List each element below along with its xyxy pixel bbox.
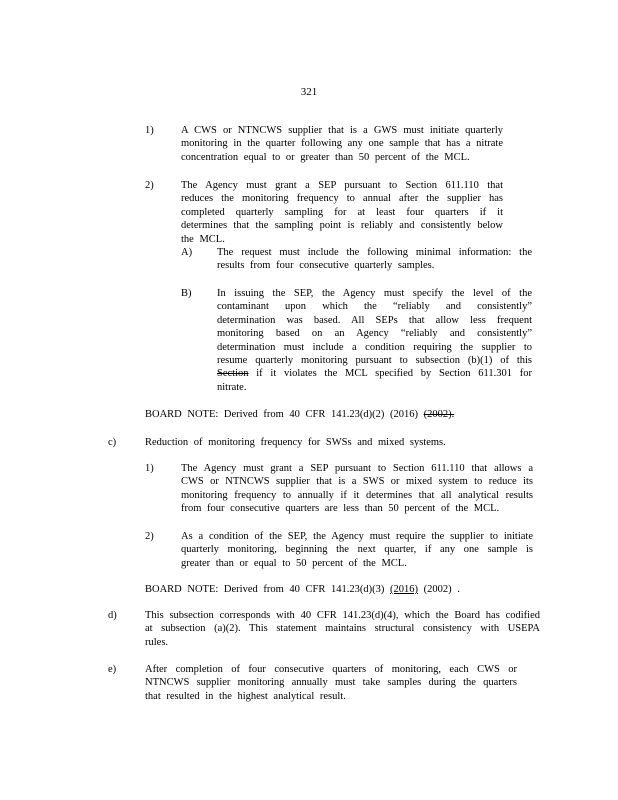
paragraph-c1: The Agency must grant a SEP pursuant to Section 611.110 that allows a CWS or NTNCWS supplier that is a SWS or mixed system to reduce its monitoring frequency to annually if it determines that all analytical results from four consecutive quarters are less than 50 percent of the MCL. [181, 463, 533, 515]
struck-text: (2002). [423, 409, 455, 420]
board-note-2 [145, 583, 505, 596]
item-marker: e) [108, 664, 117, 675]
paragraph-d: This subsection corresponds with 40 CFR 141.23(d)(4), which the Board has codified at subsection (a)(2). This statement maintains structural consistency with USEPA rules. [145, 610, 540, 648]
board-note-1 [145, 408, 505, 421]
struck-text: Section [217, 368, 249, 380]
paragraph-e: After completion of four consecutive quarters of monitoring, each CWS or NTNCWS supplier monitoring annually must take samples during the quarters that resulted in the highest analytical result. [145, 664, 517, 702]
item-marker: 2) [145, 180, 154, 191]
added-text: (2016) [389, 584, 418, 595]
paragraph-B-tail: if it violates the MCL specified by Section 611.301 for nitrate. [217, 368, 532, 393]
page-number: 321 [300, 86, 318, 98]
item-marker: 2) [145, 531, 154, 542]
board-note-tail: (2002) . [417, 584, 460, 595]
paragraph-B [217, 287, 532, 394]
item-marker: B) [181, 288, 192, 299]
item-marker: 1) [145, 125, 154, 136]
item-marker: c) [108, 437, 117, 448]
board-note-text: BOARD NOTE: Derived from 40 CFR 141.23(d)(2) (2016) [145, 409, 424, 420]
paragraph-1: A CWS or NTNCWS supplier that is a GWS must initiate quarterly monitoring in the quarter following any one sample that has a nitrate concentration equal to or greater than 50 percent of the MCL. [181, 125, 503, 163]
board-note-text: BOARD NOTE: Derived from 40 CFR 141.23(d)(3) [145, 584, 390, 595]
item-marker: d) [108, 610, 117, 621]
paragraph-B-text: In issuing the SEP, the Agency must specify the level of the contaminant upon which the “reliably and consistently” determination was based. All SEPs that allow less frequent monitoring based on an Agency “reliably and consistently” determination must include a condition requiring the supplier to resume quarterly monitoring pursuant to subsection (b)(1) of this [217, 288, 532, 367]
paragraph-c: Reduction of monitoring frequency for SWSs and mixed systems. [145, 437, 446, 448]
paragraph-2: The Agency must grant a SEP pursuant to Section 611.110 that reduces the monitoring frequency to annual after the supplier has completed quarterly sampling for at least four quarters if it determines that the sampling point is reliably and consistently below the MCL. [181, 180, 503, 245]
item-marker: 1) [145, 463, 154, 474]
paragraph-A: The request must include the following minimal information: the results from four consecutive quarterly samples. [217, 247, 532, 272]
item-marker: A) [181, 247, 193, 258]
paragraph-c2: As a condition of the SEP, the Agency must require the supplier to initiate quarterly monitoring, beginning the next quarter, if any one sample is greater than or equal to 50 percent of the MCL. [181, 531, 533, 569]
